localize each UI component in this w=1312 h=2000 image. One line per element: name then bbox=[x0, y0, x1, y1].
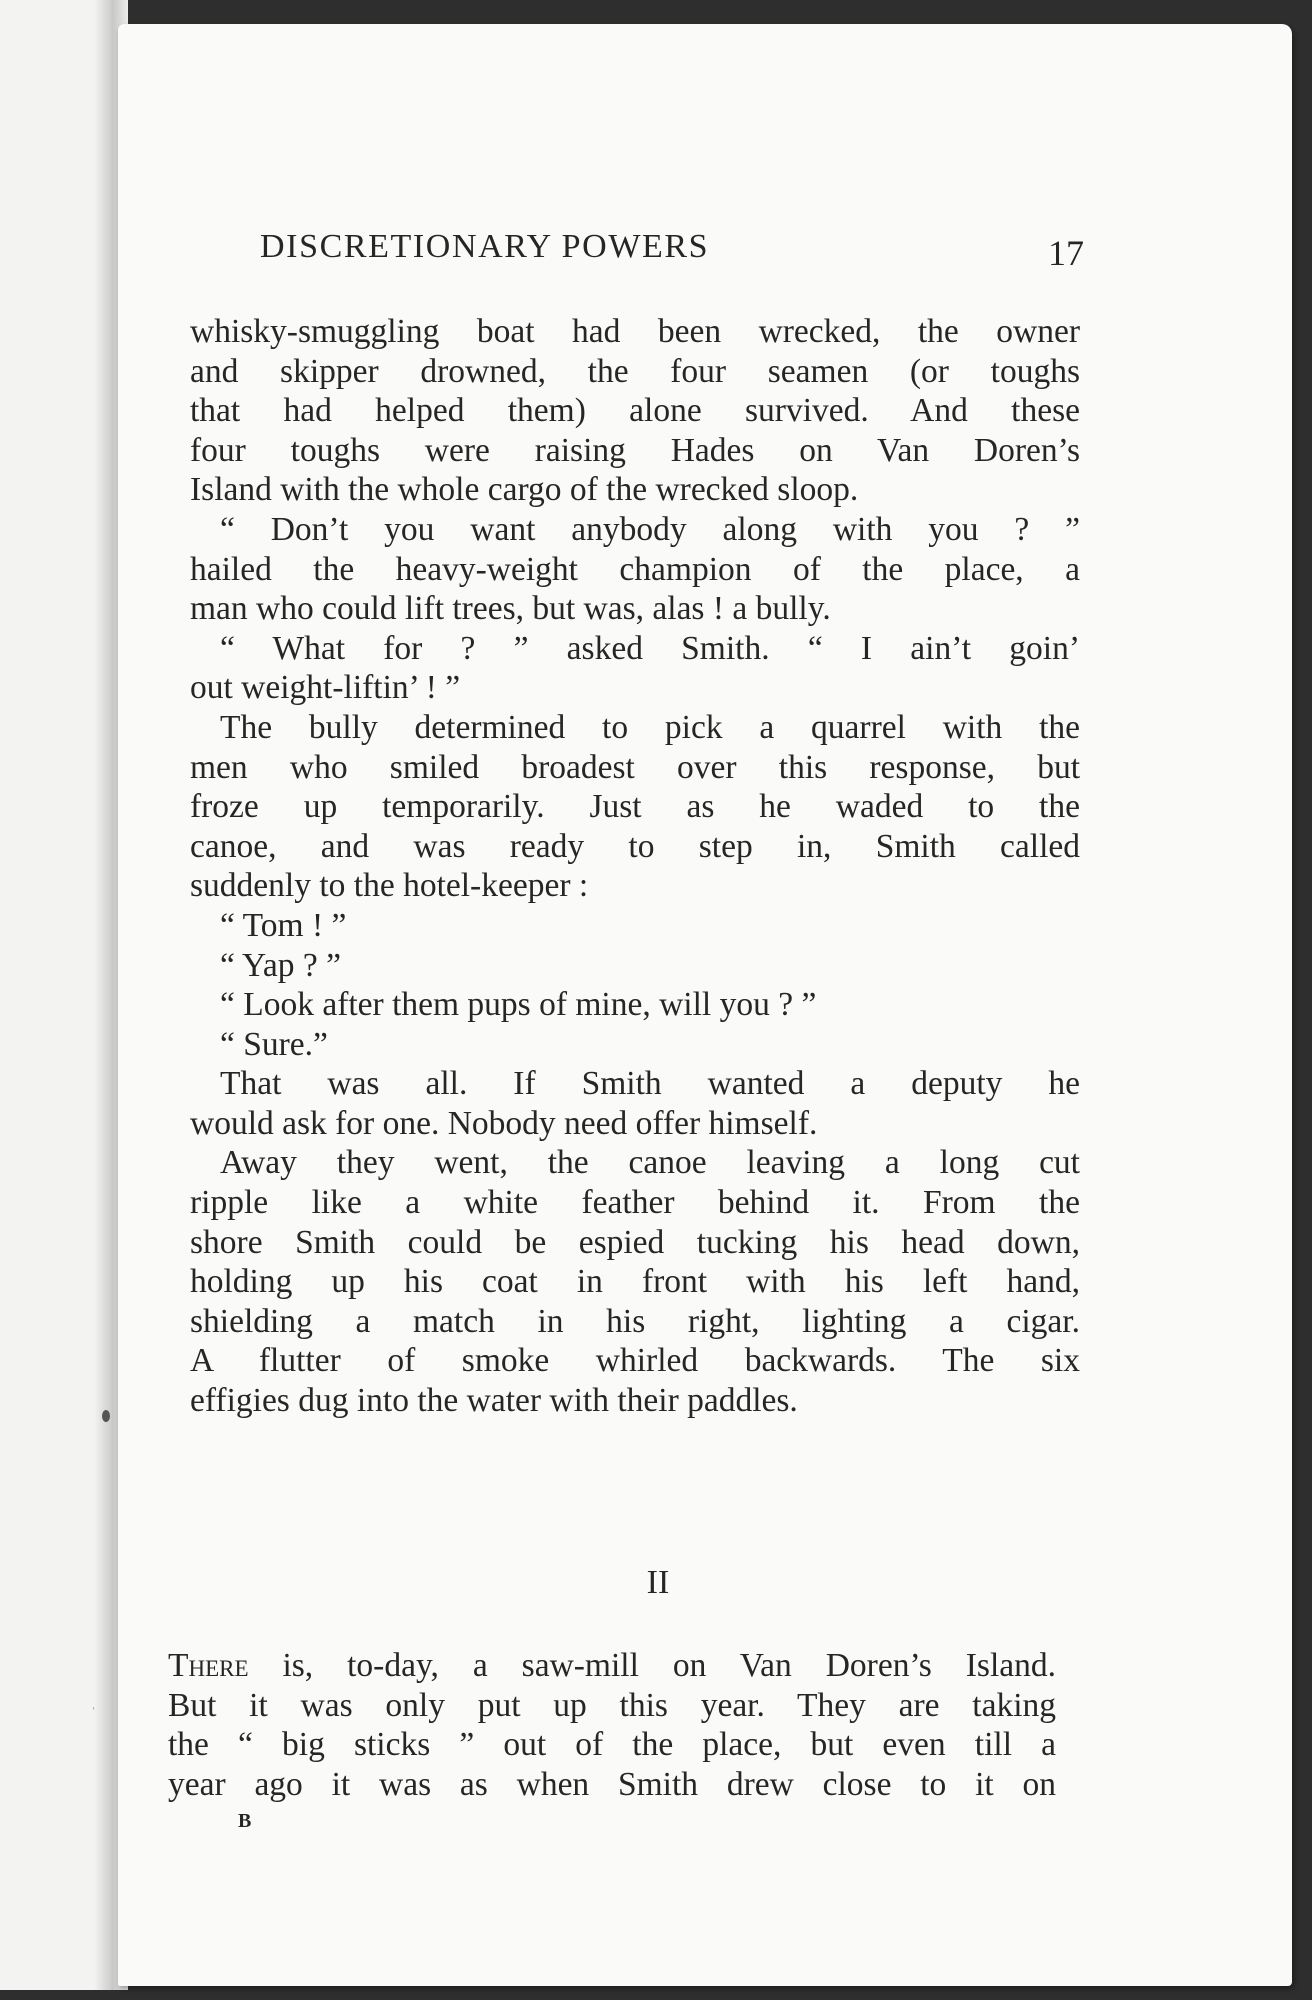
text-line: men who smiled broadest over this response, but bbox=[190, 748, 1080, 786]
text-line: Away they went, the canoe leaving a long cut bbox=[220, 1144, 1080, 1182]
text-line: ripple like a white feather behind it. From the bbox=[190, 1184, 1080, 1222]
text-line: whisky-smuggling boat had been wrecked, the owner bbox=[190, 313, 1080, 350]
text-line: holding up his coat in front with his left hand, bbox=[190, 1263, 1080, 1301]
text-line: and skipper drowned, the four seamen (or toughs bbox=[190, 352, 1080, 390]
section-first-line-rest: is, to-day, a saw-mill on Van Doren’s Island. bbox=[248, 1647, 1056, 1684]
section-first-line bbox=[168, 1646, 1056, 1686]
text-line: suddenly to the hotel-keeper : bbox=[190, 867, 589, 905]
body-text bbox=[190, 312, 1080, 1421]
running-head: DISCRETIONARY POWERS bbox=[260, 228, 710, 265]
text-line: “ Look after them pups of mine, will you ? ” bbox=[220, 986, 817, 1024]
text-line: A flutter of smoke whirled backwards. The six bbox=[190, 1342, 1080, 1380]
text-line: hailed the heavy-weight champion of the place, a bbox=[190, 550, 1080, 588]
text-line: “ Sure.” bbox=[220, 1025, 328, 1063]
text-line: would ask for one. Nobody need offer himself. bbox=[190, 1104, 818, 1142]
section-line: the “ big sticks ” out of the place, but even till a bbox=[168, 1726, 1056, 1764]
text-line: shielding a match in his right, lighting a cigar. bbox=[190, 1302, 1080, 1340]
text-line: The bully determined to pick a quarrel with the bbox=[220, 708, 1080, 746]
section-lead-word: There bbox=[168, 1647, 249, 1684]
text-line: “ Yap ? ” bbox=[220, 946, 341, 984]
text-line: “ What for ? ” asked Smith. “ I ain’t goin’ bbox=[220, 629, 1080, 667]
text-line: canoe, and was ready to step in, Smith called bbox=[190, 827, 1080, 865]
section-numeral: II bbox=[646, 1564, 670, 1601]
section-text bbox=[168, 1646, 1056, 1804]
text-line: four toughs were raising Hades on Van Doren’s bbox=[190, 431, 1080, 469]
text-line: shore Smith could be espied tucking his head down, bbox=[190, 1223, 1080, 1261]
text-line: “ Don’t you want anybody along with you ? ” bbox=[220, 510, 1080, 548]
signature-mark: B bbox=[238, 1810, 253, 1832]
section-line: year ago it was as when Smith drew close to it on bbox=[168, 1765, 1056, 1803]
page-number: 17 bbox=[1048, 233, 1084, 273]
text-line: froze up temporarily. Just as he waded to the bbox=[190, 788, 1080, 826]
section-heading bbox=[0, 1564, 1312, 1602]
text-line: effigies dug into the water with their paddles. bbox=[190, 1382, 798, 1420]
text-line: man who could lift trees, but was, alas ! a bully. bbox=[190, 590, 831, 628]
text-line: That was all. If Smith wanted a deputy he bbox=[220, 1065, 1080, 1103]
ink-speck bbox=[102, 1410, 110, 1422]
text-line: out weight-liftin’ ! ” bbox=[190, 669, 461, 707]
text-line: that had helped them) alone survived. And these bbox=[190, 392, 1080, 430]
text-line: “ Tom ! ” bbox=[220, 906, 347, 944]
text-line: Island with the whole cargo of the wrecked sloop. bbox=[190, 471, 859, 509]
section-line: But it was only put up this year. They are taking bbox=[168, 1686, 1056, 1724]
